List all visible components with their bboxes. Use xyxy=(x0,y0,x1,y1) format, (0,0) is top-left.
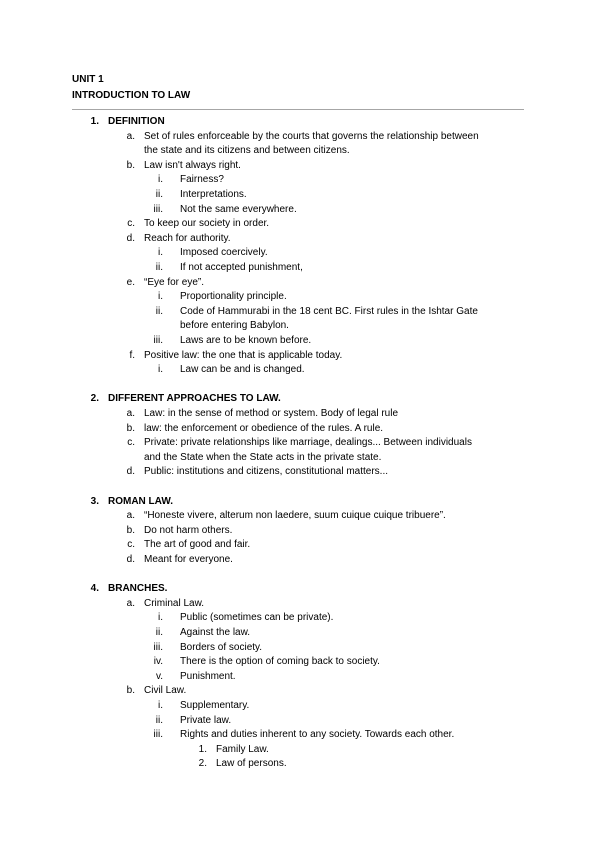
section-title: BRANCHES. xyxy=(108,583,168,595)
list-item-text: Private: private relationships like marriage, dealings... Between individuals xyxy=(144,437,472,449)
list-marker: i. xyxy=(158,700,163,711)
list-marker: ii. xyxy=(155,627,163,638)
list-item-text: Imposed coercively. xyxy=(180,247,268,259)
list-item-text: Rights and duties inherent to any society. Towards each other. xyxy=(180,729,455,741)
list-marker: b. xyxy=(126,422,135,434)
list-item-text: Reach for authority. xyxy=(144,232,231,244)
list-item-text: Law can be and is changed. xyxy=(180,364,305,376)
list-item-text: and the State when the State acts in the private state. xyxy=(144,451,382,463)
list-item-text: Criminal Law. xyxy=(144,597,205,609)
unit-label: UNIT 1 xyxy=(72,74,104,85)
list-item-text: Meant for everyone. xyxy=(144,554,233,565)
list-item-text: Supplementary. xyxy=(180,700,250,711)
list-marker: iii. xyxy=(153,729,163,741)
list-item-text: Proportionality principle. xyxy=(180,291,287,303)
section-number: 3. xyxy=(90,495,99,507)
list-item-text: Against the law. xyxy=(180,627,251,638)
list-marker: iii. xyxy=(153,335,163,346)
list-marker: iii. xyxy=(153,203,163,215)
list-marker: f. xyxy=(129,349,135,361)
list-marker: ii. xyxy=(155,305,163,317)
list-marker: e. xyxy=(126,276,135,288)
list-marker: c. xyxy=(127,218,135,230)
section-number: 1. xyxy=(90,116,99,127)
list-marker: a. xyxy=(126,597,135,609)
section-title: DEFINITION xyxy=(108,116,165,127)
list-item-text: Punishment. xyxy=(180,670,236,682)
list-marker: i. xyxy=(158,174,163,186)
list-marker: d. xyxy=(126,232,135,244)
list-marker: iv. xyxy=(153,656,163,668)
section-title: DIFFERENT APPROACHES TO LAW. xyxy=(108,393,281,405)
list-item-text: Law isn't always right. xyxy=(144,159,241,171)
list-marker: b. xyxy=(126,524,135,536)
list-item-text: Code of Hammurabi in the 18 cent BC. First rules in the Ishtar Gate xyxy=(180,305,478,317)
list-item-text: Family Law. xyxy=(216,743,269,755)
list-marker: iii. xyxy=(153,641,163,653)
list-item-text: There is the option of coming back to society. xyxy=(180,656,380,668)
list-item-text: Law of persons. xyxy=(216,758,287,770)
list-item-text: Interpretations. xyxy=(180,189,247,200)
list-marker: i. xyxy=(158,612,163,624)
list-item-text: “Eye for eye”. xyxy=(144,276,205,288)
list-marker: 2. xyxy=(198,758,207,770)
section-number: 2. xyxy=(90,393,99,405)
list-item-text: Do not harm others. xyxy=(144,524,233,536)
list-marker: i. xyxy=(158,247,163,259)
list-marker: a. xyxy=(126,510,135,522)
header-divider xyxy=(72,109,524,110)
list-item-text: Private law. xyxy=(180,714,232,726)
document-header xyxy=(72,72,190,104)
list-item-text: Law: in the sense of method or system. Body of legal rule xyxy=(144,408,399,419)
list-item-text: “Honeste vivere, alterum non laedere, suum cuique cuique tribuere”. xyxy=(144,510,446,522)
section-title: ROMAN LAW. xyxy=(108,495,173,507)
list-item-text: Borders of society. xyxy=(180,641,263,653)
list-marker: ii. xyxy=(155,262,163,273)
list-item-text: Civil Law. xyxy=(144,685,187,697)
list-item-text: before entering Babylon. xyxy=(180,320,289,332)
list-item-text: Not the same everywhere. xyxy=(180,203,297,215)
list-marker: a. xyxy=(126,130,135,142)
list-marker: a. xyxy=(126,408,135,419)
list-marker: v. xyxy=(155,670,163,682)
list-item-text: Fairness? xyxy=(180,174,224,186)
list-item-text: the state and its citizens and between citizens. xyxy=(144,145,350,157)
list-item-text: Positive law: the one that is applicable today. xyxy=(144,349,343,361)
section-number: 4. xyxy=(90,583,99,595)
list-marker: b. xyxy=(126,685,135,697)
list-marker: 1. xyxy=(198,743,207,755)
list-item-text: Set of rules enforceable by the courts that governs the relationship between xyxy=(144,130,479,142)
list-marker: ii. xyxy=(155,189,163,200)
list-marker: b. xyxy=(126,159,135,171)
list-item-text: If not accepted punishment, xyxy=(180,262,303,273)
list-item-text: The art of good and fair. xyxy=(144,539,251,551)
list-item-text: Laws are to be known before. xyxy=(180,335,312,346)
list-item-text: Public (sometimes can be private). xyxy=(180,612,334,624)
list-marker: c. xyxy=(127,437,135,449)
page-title: INTRODUCTION TO LAW xyxy=(72,90,191,101)
list-marker: i. xyxy=(158,291,163,303)
list-marker: ii. xyxy=(155,714,163,726)
list-marker: d. xyxy=(126,554,135,565)
list-marker: d. xyxy=(126,466,135,478)
list-item-text: Public: institutions and citizens, constitutional matters... xyxy=(144,466,389,478)
list-item-text: law: the enforcement or obedience of the rules. A rule. xyxy=(144,422,384,434)
list-marker: i. xyxy=(158,364,163,376)
list-marker: c. xyxy=(127,539,135,551)
list-item-text: To keep our society in order. xyxy=(144,218,270,230)
